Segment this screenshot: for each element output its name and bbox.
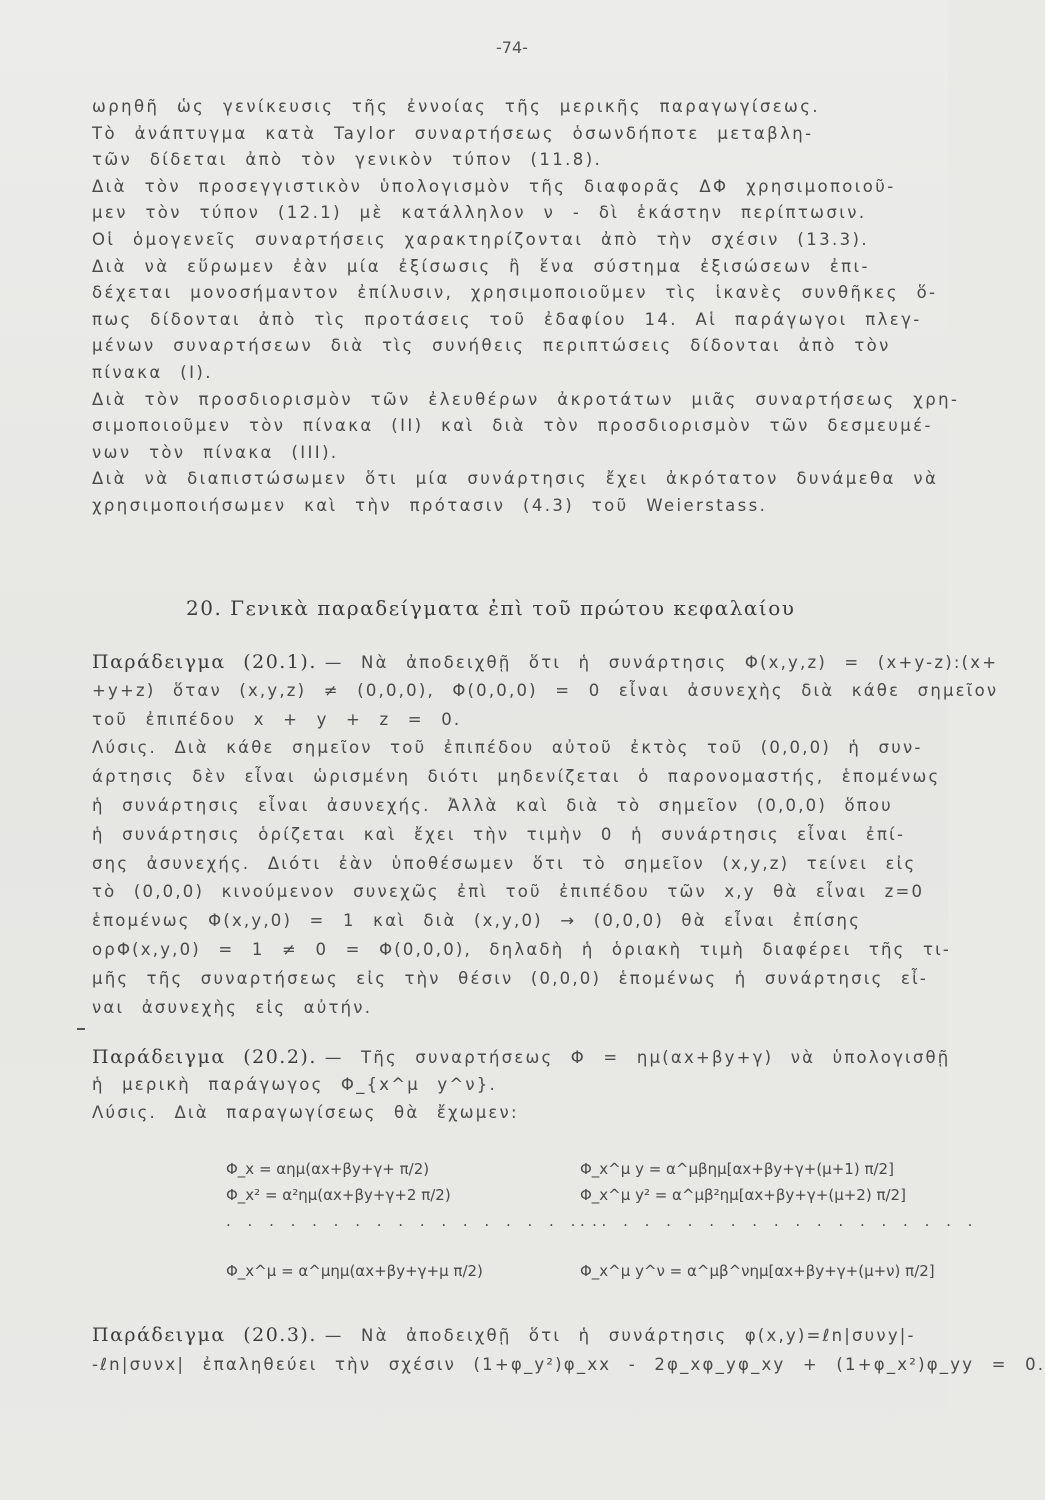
example-2 [92, 1043, 951, 1127]
formula-row [226, 1262, 935, 1288]
formula-left: Φ_x = αημ(αx+βy+γ+ π/2) [226, 1160, 430, 1178]
example-text: — Νὰ ἀποδειχθῇ ὅτι ἡ συνάρτησις φ(x,y)=ℓn|συνy|- [324, 1326, 916, 1345]
formula-row [226, 1212, 979, 1238]
text-line: πως δίδονται ἀπὸ τὶς προτάσεις τοῦ ἐδαφίου 14. Αἱ παράγωγοι πλεγ- [92, 309, 922, 329]
formula-right: Φ_x^μ y² = α^μβ²ημ[αx+βy+γ+(μ+2) π/2] [580, 1186, 906, 1204]
text-line: ἡ συνάρτησις ὁρίζεται καὶ ἔχει τὴν τιμὴν 0 ἡ συνάρτησις εἶναι ἐπί- [92, 824, 906, 844]
text-line: μένων συναρτήσεων διὰ τὶς συνήθεις περιπτώσεις δίδονται ἀπὸ τὸν [92, 336, 891, 356]
example-text: — Τῆς συναρτήσεως Φ = ημ(αx+βy+γ) νὰ ὑπολογισθῇ [324, 1048, 951, 1067]
example-1 [92, 648, 999, 1022]
section-heading: 20. Γενικὰ παραδείγματα ἐπὶ τοῦ πρώτου κεφαλαίου [186, 596, 796, 620]
text-line: Οἱ ὁμογενεῖς συναρτήσεις χαρακτηρίζονται ἀπὸ τὴν σχέσιν (13.3). [92, 229, 870, 249]
text-line: άρτησις δὲν εἶναι ὡρισμένη διότι μηδενίζεται ὁ παρονομαστής, ἑπομένως [92, 767, 941, 787]
example-label: Παράδειγμα (20.1). [92, 651, 317, 673]
formula-dots: . . . . . . . . . . . . . . . . . . . [580, 1212, 979, 1230]
text-line: σης ἀσυνεχής. Διότι ἐὰν ὑποθέσωμεν ὅτι τὸ σημεῖον (x,y,z) τείνει εἰς [92, 853, 917, 873]
text-line: ορΦ(x,y,0) = 1 ≠ 0 = Φ(0,0,0), δηλαδὴ ἡ ὁριακὴ τιμὴ διαφέρει τῆς τι- [92, 939, 952, 959]
text-line: ἡ μερικὴ παράγωγος Φ_{x^μ y^ν}. [92, 1075, 497, 1094]
text-line: ναι ἀσυνεχὴς εἰς αὐτήν. [92, 997, 373, 1017]
text-line: μεν τὸν τύπον (12.1) μὲ κατάλληλον ν - δὶ ἑκάστην περίπτωσιν. [92, 203, 867, 223]
text-line: πίνακα (Ι). [92, 362, 213, 382]
derivative-formulas [226, 1160, 979, 1288]
text-line: σιμοποιοῦμεν τὸν πίνακα (ΙΙ) καὶ διὰ τὸν προσδιορισμὸν τῶν δεσμευμέ- [92, 416, 933, 436]
text-line: τοῦ ἐπιπέδου x + y + z = 0. [92, 709, 462, 729]
text-line: Διὰ τὸν προσεγγιστικὸν ὑπολογισμὸν τῆς διαφορᾶς ΔΦ χρησιμοποιοῦ- [92, 176, 896, 196]
formula-right: Φ_x^μ y^ν = α^μβ^νημ[αx+βy+γ+(μ+ν) π/2] [580, 1262, 935, 1280]
text-line: νων τὸν πίνακα (ΙΙΙ). [92, 442, 339, 462]
text-line: Διὰ νὰ εὕρωμεν ἐὰν μία ἐξίσωσις ἢ ἕνα σύστημα ἐξισώσεων ἐπι- [92, 256, 870, 276]
text-line: Διὰ νὰ διαπιστώσωμεν ὅτι μία συνάρτησις ἔχει ἀκρότατον δυνάμεθα νὰ [92, 469, 939, 489]
text-line: ἑπομένως Φ(x,y,0) = 1 καὶ διὰ (x,y,0) → (0,0,0) θὰ εἶναι ἐπίσης [92, 911, 862, 931]
text-line: Λύσις. Διὰ παραγωγίσεως θὰ ἔχωμεν: [92, 1103, 519, 1122]
text-line [92, 648, 999, 677]
text-line: τὸ (0,0,0) κινούμενον συνεχῶς ἐπὶ τοῦ ἐπιπέδου τῶν x,y θὰ εἶναι z=0 [92, 882, 925, 902]
text-line: Διὰ τὸν προσδιορισμὸν τῶν ἐλευθέρων ἀκροτάτων μιᾶς συναρτήσεως χρη- [92, 389, 960, 409]
formula-left: Φ_x² = α²ημ(αx+βy+γ+2 π/2) [226, 1186, 451, 1204]
formula-dots: . . . . . . . . . . . . . . . . . . [226, 1212, 603, 1230]
margin-dash [77, 1028, 85, 1030]
formula-right: Φ_x^μ y = α^μβημ[αx+βy+γ+(μ+1) π/2] [580, 1160, 894, 1178]
page-number: -74- [496, 38, 528, 57]
text-line [92, 1320, 938, 1350]
intro-paragraph [92, 94, 960, 520]
example-text: — Νὰ ἀποδειχθῇ ὅτι ἡ συνάρτησις Φ(x,y,z) = (x+y-z):(x+ [324, 653, 999, 672]
text-line: Λύσις. Διὰ κάθε σημεῖον τοῦ ἐπιπέδου αὐτοῦ ἐκτὸς τοῦ (0,0,0) ἡ συν- [92, 738, 923, 758]
text-line: δέχεται μονοσήμαντον ἐπίλυσιν, χρησιμοποιοῦμεν τὶς ἱκανὲς συνθῆκες ὅ- [92, 283, 938, 303]
formula-row [226, 1186, 926, 1212]
text-line: ωρηθῆ ὡς γενίκευσις τῆς ἐννοίας τῆς μερικῆς παραγωγίσεως. [92, 97, 821, 116]
formula-row [226, 1160, 926, 1186]
text-line: μῆς τῆς συναρτήσεως εἰς τὴν θέσιν (0,0,0) ἑπομένως ἡ συνάρτησις εἶ- [92, 968, 929, 988]
text-line: -ℓn|συνx| ἐπαληθεύει τὴν σχέσιν (1+φ_y²)φ_xx - 2φ_xφ_yφ_xy + (1+φ_x²)φ_yy = 0. [92, 1355, 1045, 1374]
text-line: +y+z) ὅταν (x,y,z) ≠ (0,0,0), Φ(0,0,0) = 0 εἶναι ἀσυνεχὴς διὰ κάθε σημεῖον [92, 680, 999, 700]
text-line: Τὸ ἀνάπτυγμα κατὰ Taylor συναρτήσεως ὁσωνδήποτε μεταβλη- [92, 123, 814, 143]
example-3 [92, 1320, 1045, 1380]
text-line: χρησιμοποιήσωμεν καὶ τὴν πρότασιν (4.3) τοῦ Weierstass. [92, 495, 768, 515]
text-line [92, 1043, 951, 1071]
formula-left: Φ_x^μ = α^μημ(αx+βy+γ+μ π/2) [226, 1262, 483, 1280]
example-label: Παράδειγμα (20.3). [92, 1324, 317, 1346]
example-label: Παράδειγμα (20.2). [92, 1046, 317, 1068]
text-line: τῶν δίδεται ἀπὸ τὸν γενικὸν τύπον (11.8). [92, 150, 603, 170]
text-line: ἡ συνάρτησις εἶναι ἀσυνεχής. Ἀλλὰ καὶ διὰ τὸ σημεῖον (0,0,0) ὅπου [92, 795, 893, 815]
